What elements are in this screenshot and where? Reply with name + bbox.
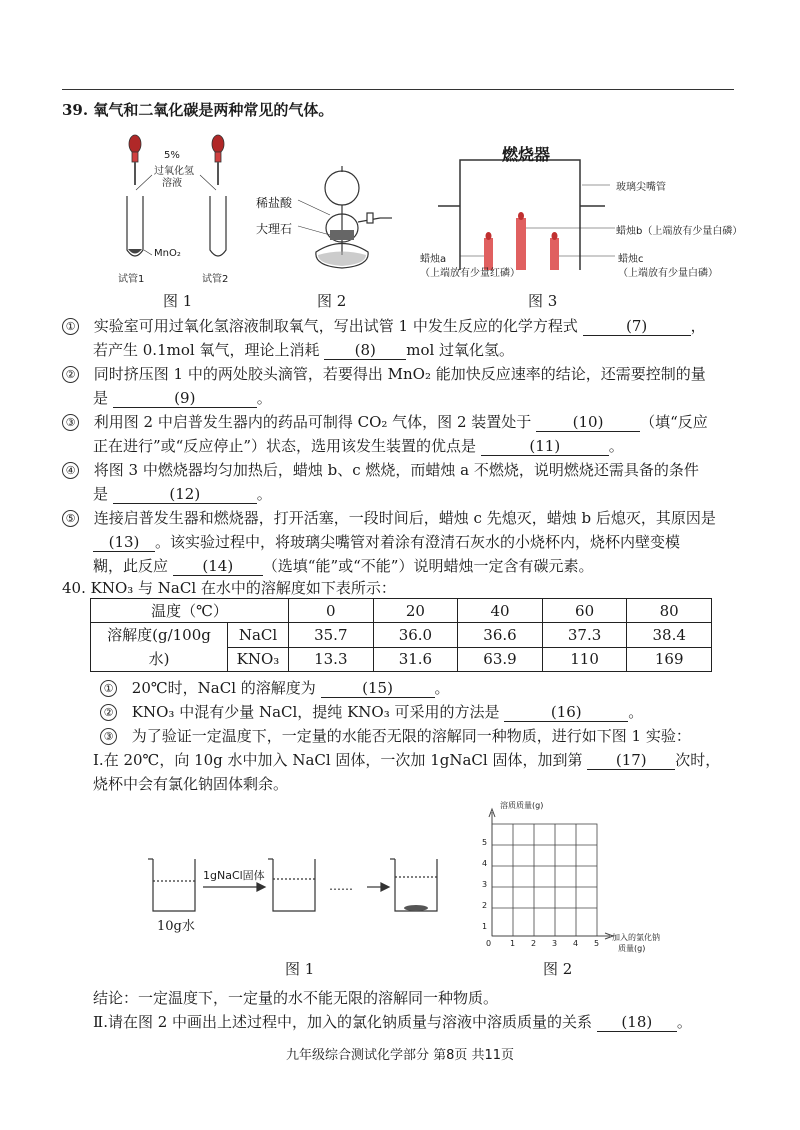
- table-header-cell: 80: [627, 599, 712, 623]
- fig2-acid-label: 稀盐酸: [256, 196, 293, 210]
- arrow-2: [367, 883, 389, 891]
- q40-sub-2: ② KNO₃ 中混有少量 NaCl，提纯 KNO₃ 可采用的方法是 (16) 。: [100, 702, 643, 722]
- fig1-arrow-label: 1gNaCl固体: [203, 869, 265, 882]
- q40-part-1-line-2: 烧杯中会有氯化钠固体剩余。: [93, 775, 289, 793]
- q40-figure-1-beakers: [145, 855, 465, 935]
- answer-blank-16[interactable]: (16): [504, 703, 628, 722]
- q39-item-3-line-2: 正在进行”或“反应停止”）状态，选用该发生装置的优点是 (11) 。: [93, 437, 624, 455]
- q39-item-5-line-2: (13) 。该实验过程中，将玻璃尖嘴管对着涂有澄清石灰水的小烧杯内，烧杯内壁变模: [93, 532, 680, 552]
- fig2-caption: 图 2: [317, 292, 347, 310]
- item-number: ②: [62, 366, 79, 383]
- page-footer: 九年级综合测试化学部分 第8页 共11页: [285, 1048, 515, 1063]
- header-rule: [62, 89, 734, 90]
- q40-part-2: Ⅱ.请在图 2 中画出上述过程中，加入的氯化钠质量与溶液中溶质质量的关系 (18) 。: [93, 1013, 692, 1031]
- q39-figure-2-kipp-generator: [250, 160, 400, 280]
- answer-blank-17[interactable]: (17): [587, 751, 675, 770]
- answer-blank-9[interactable]: (9): [113, 389, 257, 408]
- answer-blank-18[interactable]: (18): [597, 1013, 677, 1032]
- x-tick: 4: [573, 939, 579, 948]
- q39-item-4-line-1: ④ 将图 3 中燃烧器均匀加热后，蜡烛 b、c 燃烧，而蜡烛 a 不燃烧，说明燃烧还需具备的条件: [62, 460, 699, 480]
- solubility-table: [90, 598, 712, 672]
- fig3-nozzle-label: 玻璃尖嘴管: [616, 182, 666, 193]
- fig1-reagent-state: 溶液: [162, 178, 182, 189]
- fig1-reagent-name: 过氧化氢: [154, 166, 194, 177]
- item-number: ②: [100, 704, 117, 721]
- q39-figure-1: [100, 130, 250, 290]
- fig3-candle-b-label: 蜡烛b（上端放有少量白磷）: [616, 226, 743, 237]
- q39-item-1-line-2: 若产生 0.1mol 氧气，理论上消耗 (8) mol 过氧化氢。: [93, 341, 515, 359]
- fig1-dots: ……: [329, 879, 353, 893]
- candle-c: [550, 232, 559, 270]
- q40-fig1-caption: 图 1: [285, 960, 315, 978]
- test-tube-2: [210, 196, 226, 256]
- table-cell: 35.7: [289, 623, 374, 648]
- item-number: ⑤: [62, 510, 79, 527]
- table-row: [91, 599, 712, 623]
- q40-figure-2-grid: [478, 798, 678, 958]
- answer-blank-11[interactable]: (11): [481, 437, 609, 456]
- table-cell: 110: [542, 647, 627, 672]
- y-tick: 4: [482, 859, 488, 868]
- table-row-label-kno3: KNO₃: [228, 647, 289, 672]
- q39-item-5-line-3: 糊，此反应 (14) （选填“能”或“不能”）说明蜡烛一定含有碳元素。: [93, 557, 594, 575]
- y-tick: 2: [482, 901, 488, 910]
- q39-item-3-line-1: ③ 利用图 2 中启普发生器内的药品可制得 CO₂ 气体，图 2 装置处于 (10) （填“反应: [62, 412, 708, 432]
- x-tick: 0: [486, 939, 492, 948]
- table-header-cell: 60: [542, 599, 627, 623]
- x-tick: 3: [552, 939, 558, 948]
- q39-title: 39. 氧气和二氧化碳是两种常见的气体。: [62, 101, 334, 119]
- table-solubility-label: 溶解度(g/100g 水): [91, 623, 228, 672]
- q40-conclusion: 结论：一定温度下，一定量的水不能无限的溶解同一种物质。: [93, 989, 499, 1007]
- fig1-water-label: 10g水: [157, 919, 195, 934]
- fig2-xlabel-1: 加入的氯化钠: [612, 933, 660, 942]
- table-header-cell: 0: [289, 599, 374, 623]
- candle-b: [516, 212, 526, 270]
- q40-part-1-line-1: Ⅰ.在 20℃，向 10g 水中加入 NaCl 固体，一次加 1gNaCl 固体，加到第 (17) 次时，: [93, 751, 721, 769]
- fig2-xlabel-2: 质量(g): [618, 944, 646, 953]
- table-cell: 169: [627, 647, 712, 672]
- q39-item-2-line-2: 是 (9) 。: [93, 389, 272, 407]
- x-tick: 1: [510, 939, 516, 948]
- answer-blank-14[interactable]: (14): [173, 557, 263, 576]
- item-number: ④: [62, 462, 79, 479]
- fig3-candle-c-note: （上端放有少量白磷）: [618, 268, 718, 279]
- table-cell: 36.0: [373, 623, 458, 648]
- answer-blank-10[interactable]: (10): [536, 413, 640, 432]
- fig3-caption: 图 3: [528, 292, 558, 310]
- fig1-reagent-percent: 5%: [164, 150, 180, 161]
- x-tick: 5: [594, 939, 600, 948]
- test-tube-1: [127, 196, 143, 256]
- fig1-caption: 图 1: [163, 292, 193, 310]
- table-row-label-nacl: NaCl: [228, 623, 289, 648]
- dropper-1: [129, 135, 141, 185]
- table-header-cell: 20: [373, 599, 458, 623]
- y-tick: 5: [482, 838, 488, 847]
- q39-item-4-line-2: 是 (12) 。: [93, 485, 272, 503]
- fig1-tube2-label: 试管2: [202, 274, 229, 285]
- q40-sub-3: ③ 为了验证一定温度下，一定量的水能否无限的溶解同一种物质，进行如下图 1 实验：: [100, 726, 691, 746]
- answer-blank-13[interactable]: (13): [93, 533, 155, 552]
- q39-item-2-line-1: ② 同时挤压图 1 中的两处胶头滴管，若要得出 MnO₂ 能加快反应速率的结论，还需要控制的量: [62, 364, 706, 384]
- table-header-cell: 40: [458, 599, 543, 623]
- q40-sub-1: ① 20℃时，NaCl 的溶解度为 (15) 。: [100, 678, 450, 698]
- q39-item-1-line-1: ① 实验室可用过氧化氢溶液制取氧气，写出试管 1 中发生反应的化学方程式 (7) ，: [62, 316, 706, 336]
- table-header-temp: 温度（℃）: [91, 599, 289, 623]
- x-tick: 2: [531, 939, 537, 948]
- table-cell: 13.3: [289, 647, 374, 672]
- q39-item-5-line-1: ⑤ 连接启普发生器和燃烧器，打开活塞，一段时间后，蜡烛 c 先熄灭，蜡烛 b 后熄灭，其原因是: [62, 508, 716, 528]
- beaker-1: [148, 859, 195, 911]
- fig3-candle-c-label: 蜡烛c: [618, 254, 644, 265]
- fig1-mno2-label: MnO₂: [154, 248, 181, 259]
- y-tick: 3: [482, 880, 488, 889]
- table-cell: 31.6: [373, 647, 458, 672]
- fig2-marble-label: 大理石: [256, 222, 293, 236]
- table-cell: 36.6: [458, 623, 543, 648]
- beaker-2: [268, 859, 315, 911]
- beaker-3: [390, 859, 437, 911]
- table-cell: 63.9: [458, 647, 543, 672]
- item-number: ①: [62, 318, 79, 335]
- arrow-1: [203, 883, 265, 891]
- fig2-ylabel: 溶质质量(g): [500, 801, 544, 810]
- table-row: [91, 623, 712, 648]
- q39-figure-3-burner: [420, 140, 743, 285]
- q40-title: 40. KNO₃ 与 NaCl 在水中的溶解度如下表所示：: [62, 579, 396, 597]
- item-number: ③: [100, 728, 117, 745]
- answer-blank-12[interactable]: (12): [113, 485, 257, 504]
- answer-blank-8[interactable]: (8): [324, 341, 406, 360]
- item-number: ①: [100, 680, 117, 697]
- q40-fig2-caption: 图 2: [543, 960, 573, 978]
- item-number: ③: [62, 414, 79, 431]
- y-tick: 1: [482, 922, 488, 931]
- answer-blank-7[interactable]: (7): [583, 317, 691, 336]
- fig3-candle-a-label: 蜡烛a: [420, 254, 447, 265]
- answer-blank-15[interactable]: (15): [321, 679, 435, 698]
- table-cell: 37.3: [542, 623, 627, 648]
- table-cell: 38.4: [627, 623, 712, 648]
- dropper-2: [212, 135, 224, 185]
- fig3-title: 燃烧器: [502, 145, 551, 164]
- fig1-tube1-label: 试管1: [118, 274, 145, 285]
- fig3-candle-a-note: （上端放有少量红磷）: [420, 268, 520, 279]
